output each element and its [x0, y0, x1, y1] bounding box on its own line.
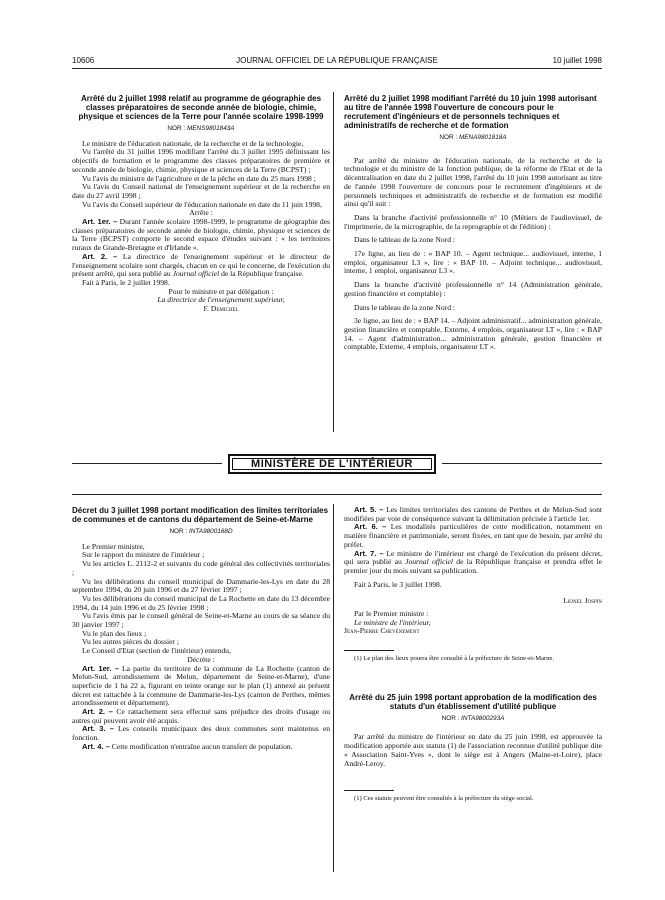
paragraph: Vu l'avis du Conseil national de l'enseignement supérieur et de la recherche en date du 27 avril 1998 ; [72, 182, 330, 200]
ministry-banner: MINISTÈRE DE L'INTÉRIEUR [228, 454, 436, 474]
decret-seine-et-marne [72, 506, 330, 752]
paragraph: Vu l'avis du Conseil supérieur de l'éducation nationale en date du 11 juin 1998, [82, 199, 322, 209]
paragraph: Par arrêté du ministre de l'éducation nationale, de la recherche et de la technologie et du ministre de la fonction publique, de la réforme de l'Etat et de la décentralisation en date du 2 juillet 1998, l'arrêté du 10 juin 1998 autorisant au titre de l'année 1998 l'ouverture de concours pour le recrutement d'ingénieurs et de personnels techniques et administratifs de recherche et de formation est modifié ainsi qu'il suit : [344, 155, 602, 209]
paragraph: Vu les délibérations du conseil municipal de La Rochette en date du 13 décembre 1994, du 14 juin 1996 et du 25 février 1998 ; [72, 593, 330, 612]
paragraph: Vu les autres pièces du dossier ; [82, 637, 179, 647]
header-rule [72, 68, 602, 69]
fait-a-paris: Fait à Paris, le 2 juillet 1998. [82, 277, 170, 287]
paragraph: Sur le rapport du ministre de l'intérieur ; [82, 550, 205, 560]
nor-reference: NOR : INTA9800293A [441, 714, 505, 722]
column-divider [333, 504, 334, 872]
publication-date: 10 juillet 1998 [552, 56, 602, 65]
footnote-rule [344, 650, 394, 651]
paragraph: Dans la branche d'activité professionnelle n° 10 (Métiers de l'audiovisuel, de l'imprimerie, de la micrographie, de la reprographie et de l'édition) : [344, 212, 602, 231]
decrete-label: Décrète : [187, 654, 215, 664]
minister-title: Le ministre de l'intérieur, [354, 617, 431, 627]
signature: F. Demichel [203, 304, 239, 314]
paragraph: Vu les articles L. 2112-2 et suivants du code général des collectivités territoriales ; [72, 559, 330, 577]
article-1: Art. 1er. – La partie du territoire de la commune de La Rochette (canton de Melun-Sud, arrondissement de Melun, département de Seine-et-Marne), d'une superficie de 1 ha 22 a, figurant en teinte orange sur le plan (1) annexé au présent décret est rattachée à la commune de Dammarie-les-Lys (canton de Perthes, mêmes arrondissement et département). [72, 663, 330, 708]
decret-title: Décret du 3 juillet 1998 portant modification des limites territoriales de communes et de cantons du département de Seine-et-Marne [72, 506, 329, 524]
article-3: Art. 3. – Les conseils municipaux des deux communes sont maintenus en fonction. [72, 724, 330, 743]
article-7: Art. 7. – Le ministre de l'intérieur est chargé de l'exécution du présent décret, qui sera publié au Journal officiel de la République française et prendra effet le premier jour du mois suivant sa publication. [344, 548, 603, 575]
paragraph: Dans la branche d'activité professionnelle n° 14 (Administration générale, gestion financière et comptable) : [344, 280, 602, 298]
arrete-title: Arrêté du 2 juillet 1998 modifiant l'arrêté du 10 juin 1998 autorisant au titre de l'année 1998 l'ouverture de concours pour le recrutement d'ingénieurs et de personnels techniques et administratifs de recherche et de formation [344, 94, 597, 130]
paragraph: Vu le plan des lieux ; [82, 628, 147, 638]
fait-a-paris: Fait à Paris, le 3 juillet 1998. [354, 579, 442, 589]
paragraph: Par arrêté du ministre de l'intérieur en date du 25 juin 1998, est approuvée la modification apportée aux statuts (1) de l'association reconnue d'utilité publique dite « Association Saint-Yves », dont le siège est à Angers (Maine-et-Loire), place André-Leroy. [344, 732, 602, 768]
section-rule [72, 494, 602, 495]
column-divider [333, 92, 334, 432]
delegation-line: Pour le ministre et par délégation : [168, 286, 274, 296]
banner-rule-right [442, 463, 602, 464]
paragraph: Dans le tableau de la zone Nord : [354, 302, 455, 312]
arrete-programme-geographie [72, 94, 330, 314]
banner-rule-left [72, 463, 222, 464]
paragraph: 17e ligne, au lieu de : « BAP 10. – Agent technique... audiovisuel, interne, 1 emploi, organisateur L3 », lire : « BAP 10. – Adjoint technique... audiovisuel, interne, 1 emploi, organisateur L3 ». [344, 249, 602, 276]
article-2: Art. 2. – Ce rattachement sera effectué sans préjudice des droits d'usage ou autres qui peuvent avoir été acquis. [72, 707, 330, 725]
paragraph: Dans le tableau de la zone Nord : [354, 235, 455, 245]
arrete-concours-ingenieurs [344, 94, 602, 352]
paragraph: Le ministre de l'éducation nationale, de la recherche et de la technologie, [82, 138, 304, 148]
footnote: (1) Le plan des lieux pourra être consulté à la préfecture de Seine-et-Marne. [354, 655, 555, 663]
footnote-rule [344, 790, 394, 791]
page-number: 10606 [72, 56, 95, 65]
footnote: (1) Ces statuts peuvent être consultés à la préfecture du siège social. [354, 795, 534, 803]
article-2: Art. 2. – La directrice de l'enseignement supérieur et le directeur de l'enseignement scolaire sont chargés, chacun en ce qui le concerne, de l'exécution du présent arrêté, qui sera publié au Journal officiel de la République française. [72, 251, 331, 279]
paragraph: Vu l'avis du ministre de l'agriculture et de la pêche en date du 25 mars 1998 ; [82, 173, 316, 183]
arrete-label: Arrête : [189, 208, 213, 218]
signatory-title: La directrice de l'enseignement supérieur, [157, 295, 285, 305]
par-premier-ministre: Par le Premier ministre : [354, 609, 429, 619]
paragraph: Vu les délibérations du conseil municipal de Dammarie-les-Lys en date du 28 septembre 1994, du 20 juin 1996 et du 27 février 1997 ; [72, 576, 330, 595]
paragraph: Vu l'avis émis par le conseil général de Seine-et-Marne au cours de sa séance du 30 janvier 1997 ; [72, 611, 330, 630]
paragraph: Le Conseil d'Etat (section de l'intérieur) entendu, [82, 646, 231, 656]
article-1: Art. 1er. – Durant l'année scolaire 1998-1999, le programme de géographie des classes préparatoires de seconde année de biologie, chimie, physique et sciences de la Terre (BCPST) comporte le second espace d'études suivant : « les territoires ruraux de Grande-Bretagne et d'Irlande ». [72, 217, 330, 253]
signature: Lionel Jospin [563, 596, 602, 606]
minister-name: Jean-Pierre Chevènement [344, 626, 420, 636]
article-4: Art. 4. – Cette modification n'entraîne aucun transfert de population. [82, 741, 293, 751]
paragraph: Le Premier ministre, [82, 541, 145, 551]
arrete-title: Arrêté du 2 juillet 1998 relatif au programme de géographie des classes préparatoires de seconde année de biologie, chimie, physique et sciences de la Terre pour l'année scolaire 1998-1999 [78, 94, 324, 121]
decret-continued [344, 506, 602, 803]
nor-reference: NOR : INTA9800168D [169, 528, 233, 535]
paragraph: Vu l'arrêté du 31 juillet 1996 modifiant l'arrêté du 3 juillet 1995 définissant les objectifs de formation et le programme des classes préparatoires de première et seconde année de biologie, chimie, physique et sciences de la Terre (BCPST) ; [72, 147, 330, 174]
article-6: Art. 6. – Les modalités particulières de cette modification, notamment en matière financière et patrimoniale, seront fixées, en tant que de besoin, par arrêté du préfet. [344, 522, 603, 549]
arrete-title: Arrêté du 25 juin 1998 portant approbation de la modification des statuts d'un établissement d'utilité publique [349, 692, 597, 711]
paragraph: 3e ligne, au lieu de : « BAP 14. – Adjoint administratif... administration générale, gestion financière et comptable, Externe, 4 emplois, organisateur LT », lire : « BAP 14. – Agent d'administration... administration générale, gestion financière et comptable, Externe, 4 emplois, organisateur LT ». [344, 316, 602, 352]
article-5: Art. 5. – Les limites territoriales des cantons de Perthes et de Melun-Sud sont modifiées par voie de conséquence suivant la délimitation précisée à l'article 1er. [344, 505, 602, 523]
journal-title: JOURNAL OFFICIEL DE LA RÉPUBLIQUE FRANÇAISE [236, 56, 438, 65]
nor-reference: NOR : MENA9801818A [439, 134, 507, 141]
nor-reference: NOR : MENS9801843A [167, 125, 235, 132]
